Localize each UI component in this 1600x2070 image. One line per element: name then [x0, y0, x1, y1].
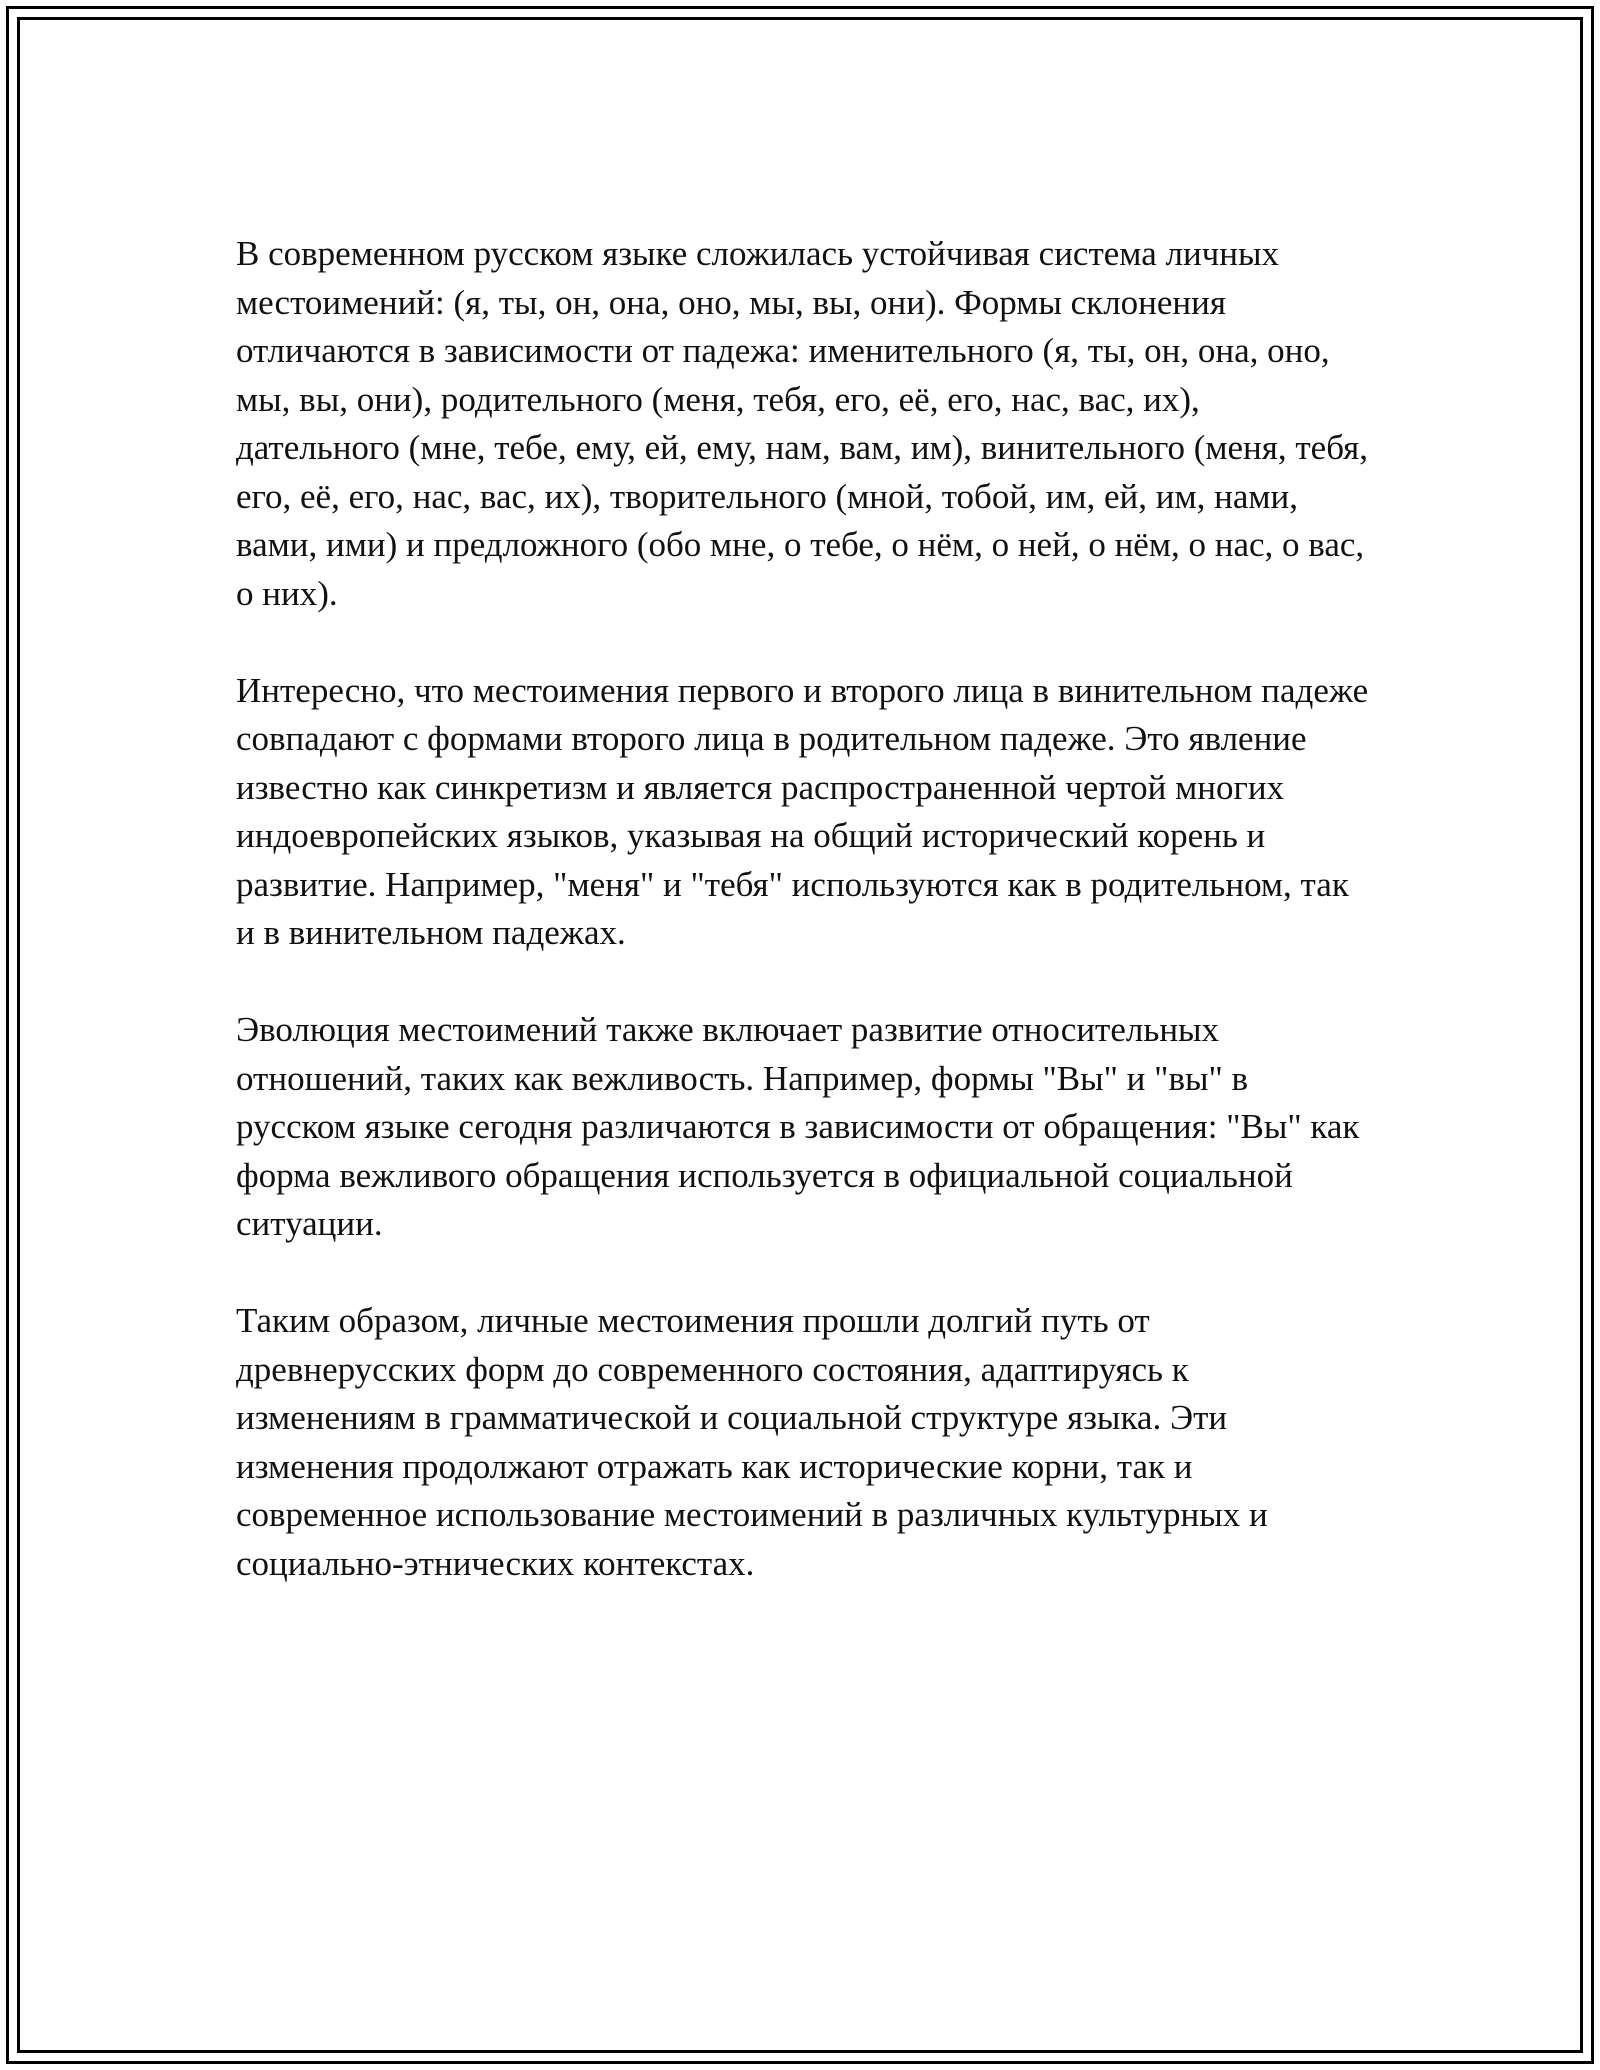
paragraph-1: В современном русском языке сложилась устойчивая система личных местоимений: (я, ты, он, она, оно, мы, вы, они). Формы склонения отличаются в зависимости от падежа: именительного (я, ты, он, она, оно, мы, вы, они), родительного (меня, тебя, его, её, его, нас, вас, их), дательного (мне, тебе, ему, ей, ему, нам, вам, им), винительного (меня, тебя, его, её, его, нас, вас, их), творительного (мной, тобой, им, ей, им, нами, вами, ими) и предложного (обо мне, о тебе, о нём, о ней, о нём, о нас, о вас, о них). [236, 234, 1368, 613]
paragraph-3: Эволюция местоимений также включает развитие относительных отношений, таких как вежливость. Например, формы "Вы" и "вы" в русском языке сегодня различаются в зависимости от обращения: "Вы" как форма вежливого обращения используется в официальной социальной ситуации. [236, 1010, 1360, 1243]
document-body [236, 230, 1372, 1637]
paragraph-4: Таким образом, личные местоимения прошли долгий путь от древнерусских форм до современного состояния, адаптируясь к изменениям в грамматической и социальной структуре языка. Эти изменения продолжают отражать как исторические корни, так и современное использование местоимений в различных культурных и социально-этнических контекстах. [236, 1301, 1268, 1583]
paragraph-2: Интересно, что местоимения первого и второго лица в винительном падеже совпадают с формами второго лица в родительном падеже. Это явление известно как синкретизм и является распространенной чертой многих индоевропейских языков, указывая на общий исторический корень и развитие. Например, "меня" и "тебя" используются как в родительном, так и в винительном падежах. [236, 670, 1369, 952]
